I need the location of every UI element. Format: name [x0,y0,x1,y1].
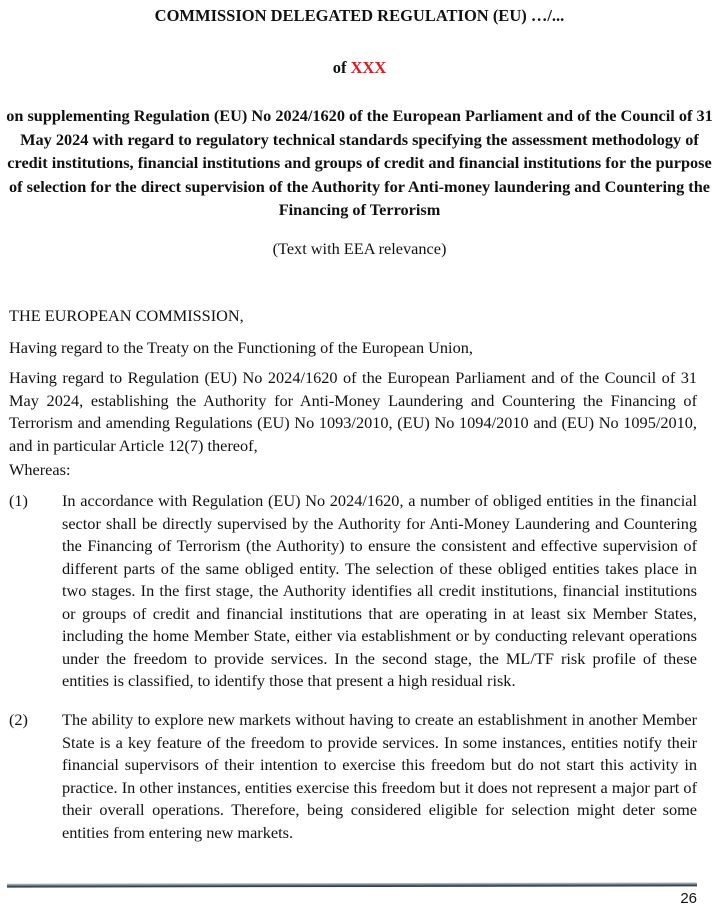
eea-relevance-note: (Text with EEA relevance) [272,239,447,258]
footer-divider [7,882,697,887]
preamble-author: THE EUROPEAN COMMISSION, [9,306,244,325]
preamble-regulation-reference: Having regard to Regulation (EU) No 2024/1620 of the European Parliament and of the Council of 31 May 2024, establishing the Authority for Anti-Money Laundering and Countering the Financing of Terrorism and amending Regulations (EU) No 1093/2010, (EU) No 1094/2010 and (EU) No 1095/2010, and in particular Article 12(7) thereof, [9,368,697,455]
preamble-treaty-reference: Having regard to the Treaty on the Functioning of the European Union, [9,338,473,357]
document-date [0,57,719,79]
date-placeholder: XXX [350,58,387,77]
recital-number: (1) [9,491,28,510]
whereas-heading: Whereas: [9,460,71,479]
document-title: COMMISSION DELEGATED REGULATION (EU) …/... [154,6,565,25]
recital-text: The ability to explore new markets without having to create an establishment in another Member State is a key feature of the freedom to provide services. In some instances, entities notify their financial supervisors of their intention to exercise this freedom but do not start this activity in practice. In other instances, entities exercise this freedom but it does not represent a major part of their overall operations. Therefore, being considered eligible for selection might deter some entities from entering new markets. [62,710,697,842]
recital-text: In accordance with Regulation (EU) No 2024/1620, a number of obliged entities in the financial sector shall be directly supervised by the Authority for Anti-Money Laundering and Countering the Financing of Terrorism (the Authority) to ensure the consistent and effective supervision of different parts of the same obliged entity. The selection of these obliged entities takes place in two stages. In the first stage, the Authority identifies all credit institutions, financial institutions or groups of credit and financial institutions that are operating in at least six Member States, including the home Member State, either via establishment or by conducting relevant operations under the freedom to provide services. In the second stage, the ML/TF risk profile of these entities is classified, to identify those that present a high residual risk. [62,491,697,690]
recital-item [9,709,697,844]
document-subject: on supplementing Regulation (EU) No 2024/1620 of the European Parliament and of the Council of 31 May 2024 with regard to regulatory technical standards specifying the assessment methodology of credit institutions, financial institutions and groups of credit and financial institutions for the purpose of selection for the direct supervision of the Authority for Anti-money laundering and Countering the Financing of Terrorism [6,106,713,220]
recital-item [9,490,697,693]
page-number: 26 [680,890,697,907]
recital-number: (2) [9,710,28,729]
date-prefix: of [332,58,351,77]
